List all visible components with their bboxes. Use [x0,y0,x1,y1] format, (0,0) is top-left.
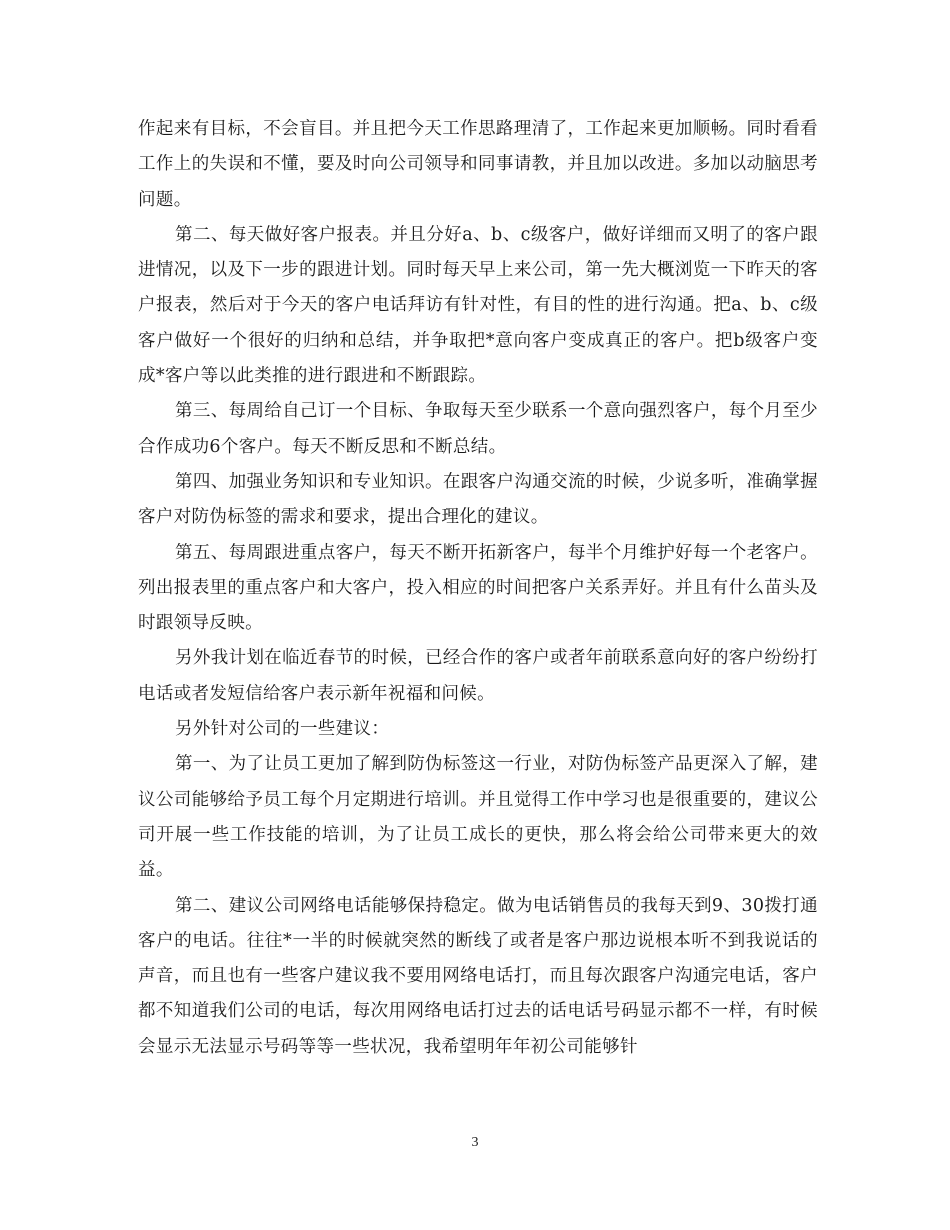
page-number: 3 [471,1135,479,1150]
paragraph-suggestions-heading: 另外针对公司的一些建议： [175,719,390,740]
paragraph-fifth-plan: 第五、每周跟进重点客户，每天不断开拓新客户，每半个月维护好每一个老客户。列出报表里的重点客户和大客户，投入相应的时间把客户关系弄好。并且有什么苗头及时跟领导反映。 [138,542,818,634]
paragraph-fourth-plan: 第四、加强业务知识和专业知识。在跟客户沟通交流的时候，少说多听，准确掌握客户对防伪标签的需求和要求，提出合理化的建议。 [138,471,818,528]
document-body [138,112,818,1065]
paragraph-suggestion-first: 第一、为了让员工更加了解到防伪标签这一行业，对防伪标签产品更深入了解，建议公司能够给予员工每个月定期进行培训。并且觉得工作中学习也是很重要的，建议公司开展一些工作技能的培训，为了让员工成长的更快，那么将会给公司带来更大的效益。 [138,754,818,881]
paragraph-continuation: 作起来有目标，不会盲目。并且把今天工作思路理清了，工作起来更加顺畅。同时看看工作上的失误和不懂，要及时向公司领导和同事请教，并且加以改进。多加以动脑思考问题。 [138,119,818,210]
paragraph-second-plan: 第二、每天做好客户报表。并且分好a、b、c级客户，做好详细而又明了的客户跟进情况，以及下一步的跟进计划。同时每天早上来公司，第一先大概浏览一下昨天的客户报表，然后对于今天的客户电话拜访有针对性，有目的性的进行沟通。把a、b、c级客户做好一个很好的归纳和总结，并争取把*意向客户变成真正的客户。把b级客户变成*客户等以此类推的进行跟进和不断跟踪。 [138,224,818,387]
paragraph-spring-festival: 另外我计划在临近春节的时候，已经合作的客户或者年前联系意向好的客户纷纷打电话或者发短信给客户表示新年祝福和问候。 [138,648,818,704]
paragraph-third-plan: 第三、每周给自己订一个目标、争取每天至少联系一个意向强烈客户，每个月至少合作成功6个客户。每天不断反思和不断总结。 [138,401,818,457]
paragraph-suggestion-second: 第二、建议公司网络电话能够保持稳定。做为电话销售员的我每天到9、30拨打通客户的电话。往往*一半的时候就突然的断线了或者是客户那边说根本听不到我说话的声音，而且也有一些客户建议我不要用网络电话打，而且每次跟客户沟通完电话，客户都不知道我们公司的电话，每次用网络电话打过去的话电话号码显示都不一样，有时候会显示无法显示号码等等一些状况，我希望明年年初公司能够针 [138,895,818,1057]
